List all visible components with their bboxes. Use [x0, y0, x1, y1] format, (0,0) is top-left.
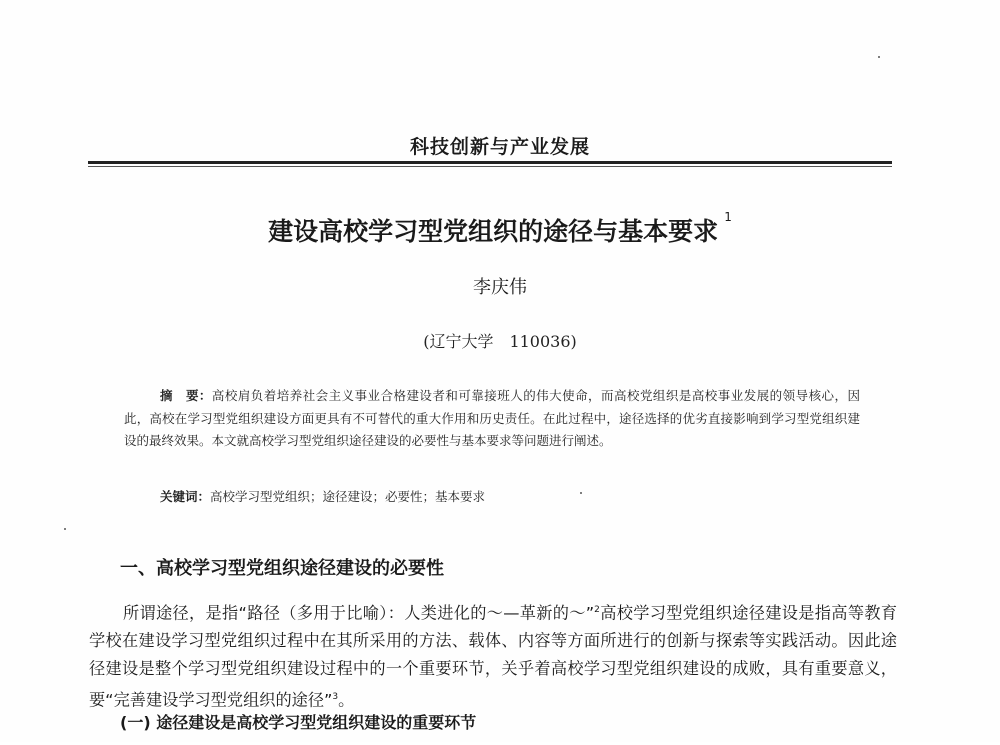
keywords-label: 关键词： — [160, 489, 211, 504]
scan-speck — [878, 56, 880, 58]
footnote-marker: 2 — [594, 605, 600, 615]
header-rule-thin — [88, 166, 892, 167]
header-rule-thick — [88, 161, 892, 164]
body-paragraph — [89, 596, 897, 715]
body-text-part: 所谓途径，是指“路径（多用于比喻）：人类进化的～—革新的～” — [123, 603, 595, 623]
cutoff-text-line — [120, 735, 880, 745]
keywords — [160, 487, 860, 505]
running-header: 科技创新与产业发展 — [409, 136, 590, 158]
subsection-heading: (一) 途径建设是高校学习型党组织建设的重要环节 — [120, 713, 477, 732]
body-text-part: 。 — [338, 690, 355, 710]
footnote-marker: 3 — [332, 692, 339, 703]
title-footnote-marker: 1 — [724, 210, 732, 224]
abstract-text: 高校肩负着培养社会主义事业合格建设者和可靠接班人的伟大使命，而高校党组织是高校事业发展的领导核心，因此，高校在学习型党组织建设方面更具有不可替代的重大作用和历史责任。在此过程中，途径选择的优劣直接影响到学习型党组织建设的最终效果。本文就高校学习型党组织途径建设的必要性与基本要求等问题进行阐述。 — [124, 388, 860, 448]
abstract-label: 摘 要： — [160, 388, 212, 403]
section-heading: 一、高校学习型党组织途径建设的必要性 — [120, 558, 444, 579]
article-title — [0, 212, 1000, 248]
article-title-text: 建设高校学习型党组织的途径与基本要求 — [268, 217, 719, 246]
abstract — [124, 385, 860, 453]
keywords-text: 高校学习型党组织；途径建设；必要性；基本要求 — [210, 489, 486, 504]
article-author: 李庆伟 — [473, 277, 527, 298]
article-affiliation: (辽宁大学 110036) — [423, 332, 577, 351]
scan-speck — [64, 528, 66, 530]
body-text-part: 高校学习型党组织途径建设是指高等教育学校在建设学习型党组织过程中在其所采用的方法、载体、内容等方面所进行的创新与探索等实践活动。因此途径建设是整个学习型党组织建设过程中的一个重要环节，关乎着高校学习型党组织建设的成败，具有重要意义，要“完善建设学习型党组织的途径” — [89, 603, 898, 710]
